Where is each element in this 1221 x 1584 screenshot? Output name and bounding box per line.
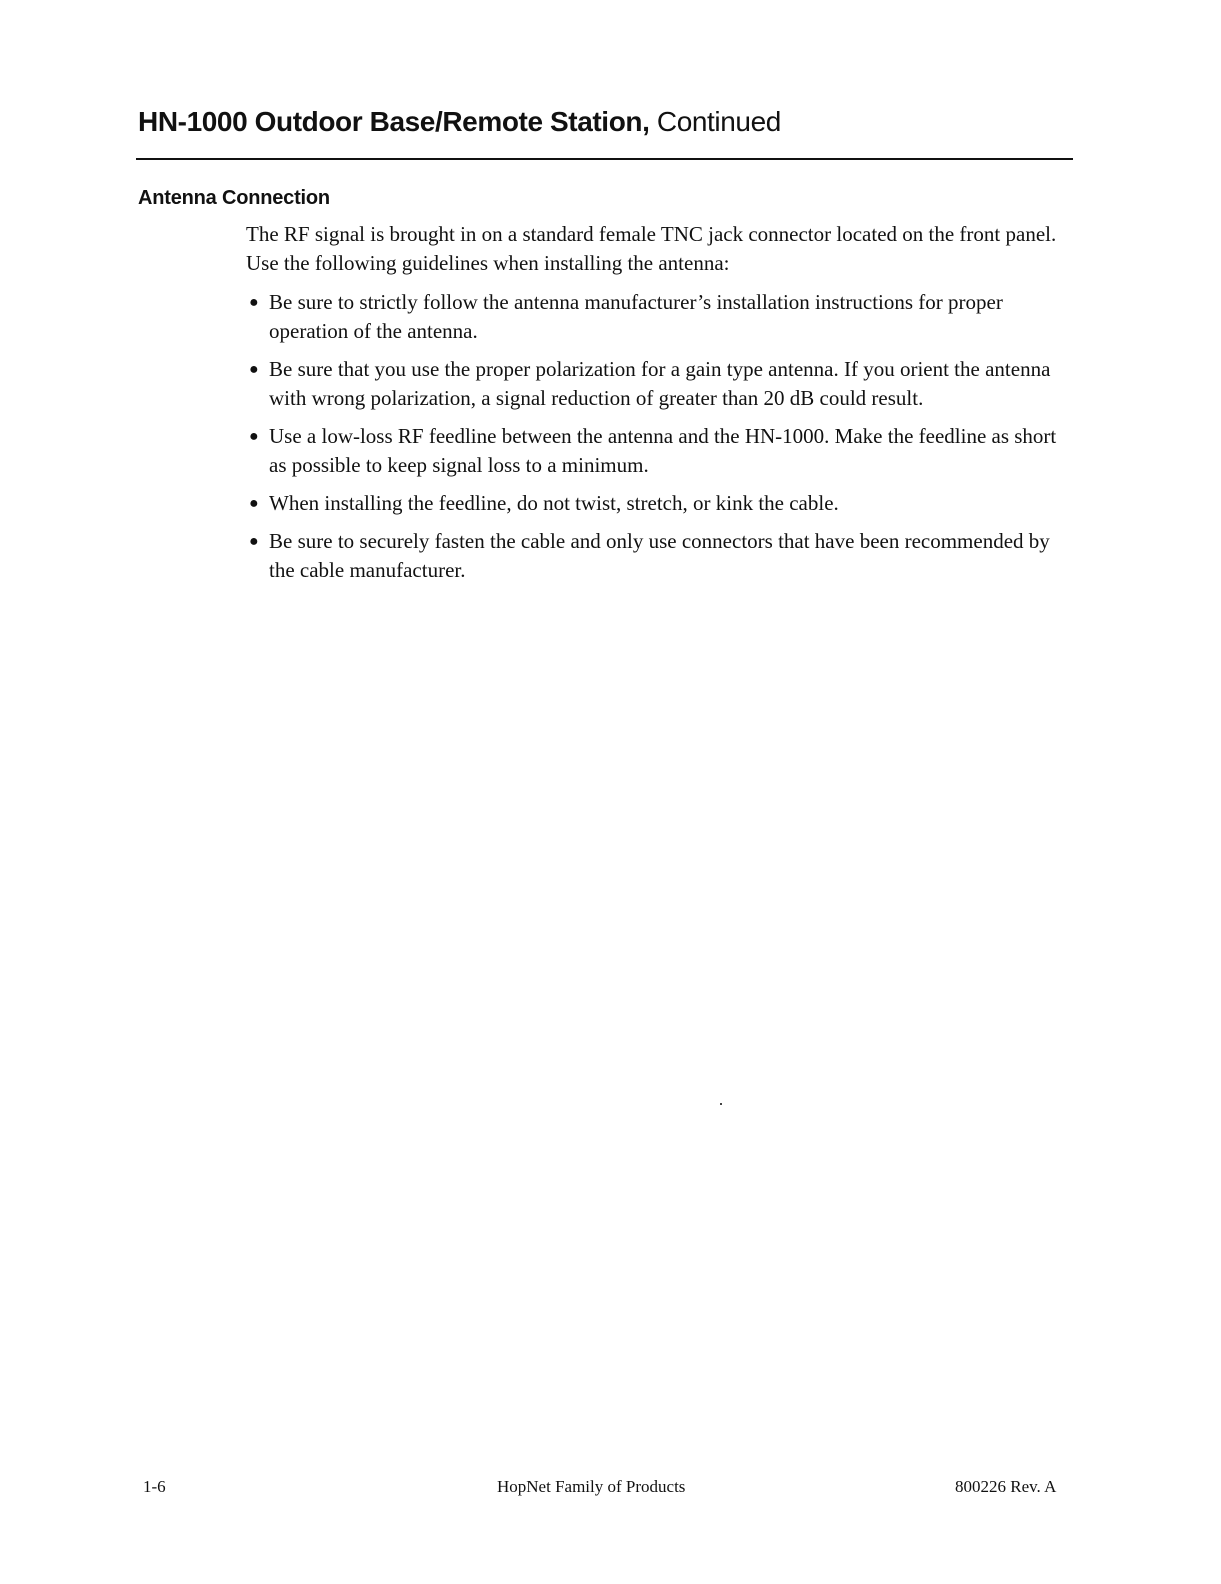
guideline-list — [246, 288, 1076, 585]
section-heading: Antenna Connection — [138, 187, 330, 209]
list-item — [246, 489, 1076, 518]
footer-product-family: HopNet Family of Products — [497, 1477, 686, 1496]
page-title — [138, 104, 781, 140]
page-title-main: HN-1000 Outdoor Base/Remote Station, — [138, 106, 650, 137]
bullet-icon: ● — [249, 361, 259, 378]
list-item — [246, 355, 1076, 413]
page-title-continued: Continued — [656, 106, 781, 137]
list-item-text: Use a low-loss RF feedline between the antenna and the HN-1000. Make the feedline as short as possible to keep signal loss to a minimum. — [269, 424, 1057, 477]
list-item-text: Be sure to securely fasten the cable and only use connectors that have been recommended by the cable manufacturer. — [269, 529, 1050, 582]
list-item-text: Be sure to strictly follow the antenna manufacturer’s installation instructions for proper operation of the antenna. — [269, 290, 1003, 343]
list-item — [246, 288, 1076, 346]
title-divider — [136, 158, 1073, 160]
list-item — [246, 527, 1076, 585]
list-item-text: Be sure that you use the proper polarization for a gain type antenna. If you orient the antenna with wrong polarization, a signal reduction of greater than 20 dB could result. — [269, 357, 1051, 410]
list-item — [246, 422, 1076, 480]
bullet-icon: ● — [249, 428, 259, 445]
footer-doc-revision: 800226 Rev. A — [955, 1477, 1057, 1496]
scan-speck — [720, 1103, 722, 1105]
bullet-icon: ● — [249, 294, 259, 311]
footer-page-number: 1-6 — [143, 1477, 166, 1496]
list-item-text: When installing the feedline, do not twist, stretch, or kink the cable. — [269, 491, 839, 515]
section-body — [246, 220, 1076, 594]
intro-paragraph: The RF signal is brought in on a standard female TNC jack connector located on the front panel. Use the following guidelines when installing the antenna: — [246, 222, 1057, 275]
bullet-icon: ● — [249, 495, 259, 512]
bullet-icon: ● — [249, 533, 259, 550]
